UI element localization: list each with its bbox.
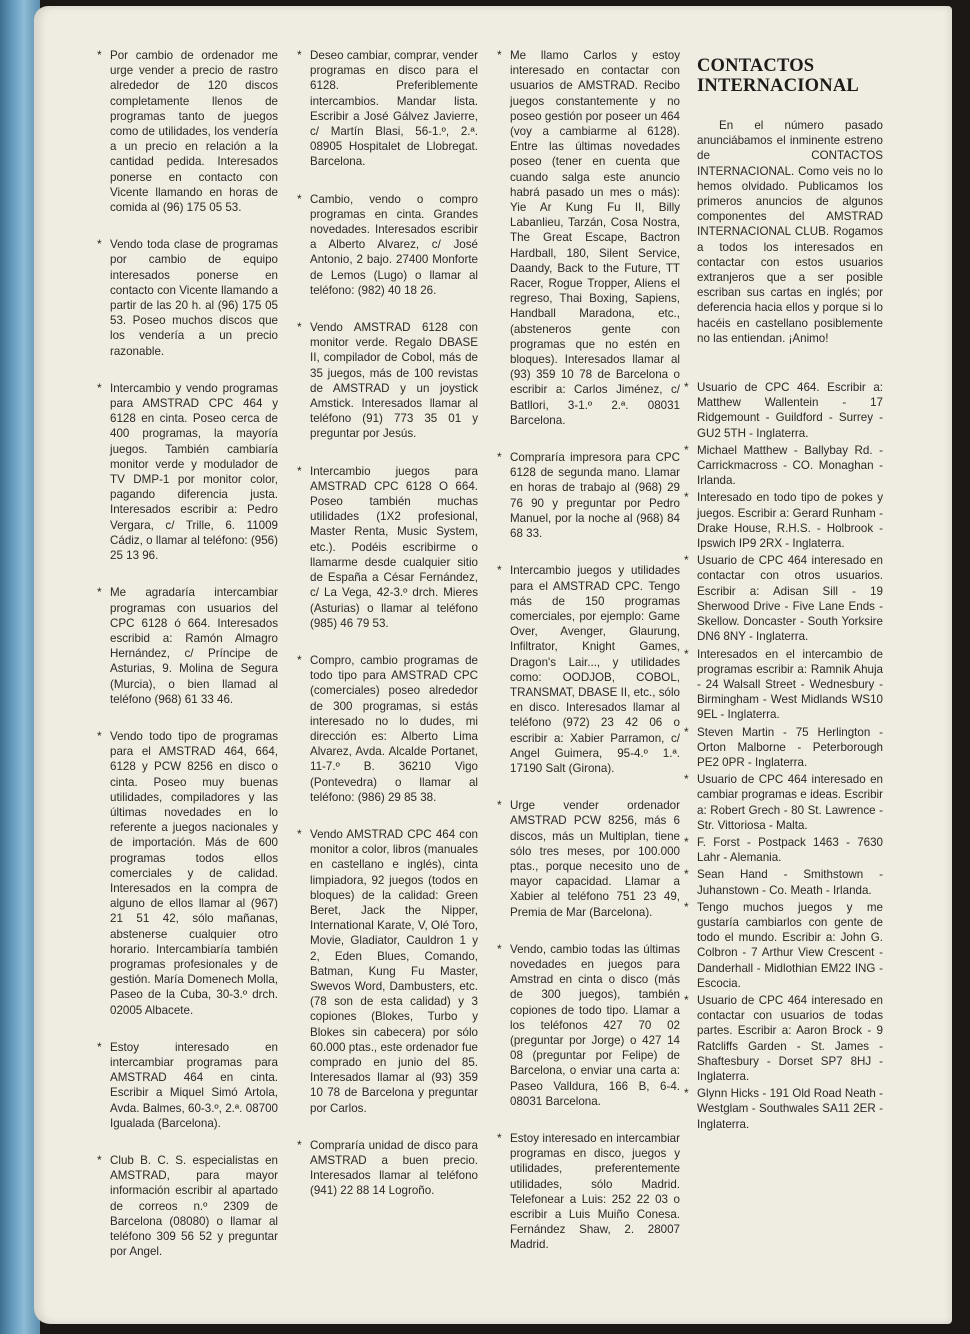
bullet-star-icon: *: [97, 1153, 102, 1167]
classified-ad: * Vendo todo tipo de programas para el AMSTRAD 464, 664, 6128 y PCW 8256 en disco o cinta. Poseo muy buenas utilidades, compiladores y las últimas novedades en lo referente a juegos nacionales y de importación. Más de 600 programas todos ellos comerciales y de calidad. Interesados en la compra de alguno de ellos llamar al (967) 21 51 42, sólo mañanas, abstenerse cualquier otro horario. Intercambiaría también programas profesionales y de gestión. María Domenech Molla, Paseo de la Cuba, 30-3.º drch. 02005 Albacete.: [97, 728, 278, 1017]
international-contacts-column: [684, 48, 883, 1134]
international-ad: * Usuario de CPC 464. Escribir a: Matthew Wallentein - 17 Ridgemount - Guildford - Surrey - GU2 5TH - Inglaterra.: [684, 380, 883, 440]
international-ad: * Usuario de CPC 464 interesado en contactar con otros usuarios. Escribir a: Adisan Sill - 19 Sherwood Drive - Five Lane Ends - Skellow. Doncaster - South Yorksire DN6 8NY - Inglaterra.: [684, 553, 883, 644]
bullet-star-icon: *: [297, 463, 302, 478]
bullet-star-icon: *: [684, 1086, 689, 1101]
bullet-star-icon: *: [297, 320, 302, 335]
classified-ad: * Compro, cambio programas de todo tipo para AMSTRAD CPC (comerciales) poseo alrededor de 300 programas, si estás interesado no lo dudes, mi dirección es: Alberto Lima Alvarez, Avda. Alcalde Portanet, 11-7.º B. 36210 Vigo (Pontevedra) o llamar al teléfono: (986) 29 85 38.: [297, 652, 478, 804]
classifieds-column-1: [97, 48, 278, 1281]
classified-ad: * Deseo cambiar, comprar, vender programas en disco para el 6128. Preferiblemente intercambios. Mandar lista. Escribir a José Gálvez Javierre, c/ Martín Blasi, 56-1.º, 2.ª. 08905 Hospitalet de Llobregat. Barcelona.: [297, 48, 478, 169]
bullet-star-icon: *: [684, 867, 689, 882]
bullet-star-icon: *: [497, 941, 502, 956]
international-ad: * F. Forst - Postpack 1463 - 7630 Lahr - Alemania.: [684, 834, 883, 865]
bullet-star-icon: *: [97, 48, 102, 62]
bullet-star-icon: *: [684, 724, 689, 739]
classified-ad: * Me llamo Carlos y estoy interesado en contactar con usuarios de AMSTRAD. Recibo juegos constantemente y no poseo gestión por poseer un 464 (voy a cambiarme al 6128). Entre las últimas novedades poseo (tener en cuenta que cuando salga este anuncio habrá pasado un mes o más): Yie Ar Kung Fu II, Billy Labanlieu, Tarzán, Cosa Nostra, The Great Escape, Bactron Hardball, 180, Silent Service, Daandy, Back to the Future, TT Racer, Rogue Tropper, Aliens el regreso, Thai Boxing, Sapiens, Handball Maradona, etc., (absteneros gente con programas que no estén en bloques). Interesados llamar al (93) 359 10 78 de Barcelona o escribir a: Carlos Jiménez, c/ Batllori, 3-1.º 2.ª. 08031 Barcelona.: [497, 48, 680, 427]
classified-ad: * Compraría unidad de disco para AMSTRAD a buen precio. Interesados llamar al teléfono (941) 22 88 14 Logroño.: [297, 1137, 478, 1198]
bullet-star-icon: *: [497, 450, 502, 465]
bullet-star-icon: *: [297, 48, 302, 62]
bullet-star-icon: *: [297, 1137, 302, 1152]
classified-ad: * Compraría impresora para CPC 6128 de segunda mano. Llamar en horas de trabajo al (968) 29 76 90 y preguntar por Pedro Manuel, por la noche al (968) 84 68 33.: [497, 450, 680, 541]
bullet-star-icon: *: [297, 652, 302, 667]
section-intro: En el número pasado anunciábamos el inminente estreno de CONTACTOS INTERNACIONAL. Como veis no lo hemos olvidado. Publicamos los primeros anuncios de algunos componentes del AMSTRAD INTERNACIONAL CLUB. Rogamos a todos los interesados en contactar con estos usuarios extranjeros que a ser posible escriban sus cartas en inglés; por deferencia hacia ellos y porque si lo hacéis en castellano posiblemente no las entiendan. ¡Animo!: [697, 119, 883, 345]
bullet-star-icon: *: [684, 646, 689, 661]
international-ad: * Usuario de CPC 464 interesado en contactar con usuarios de todas partes. Escribir a: Aaron Brock - 9 Ratcliffs Garden - St. James - Shaftesbury - Dorset SP7 8HJ - Inglaterra.: [684, 992, 883, 1083]
classified-ad: * Cambio, vendo o compro programas en cinta. Grandes novedades. Interesados escribir a Alberto Alvarez, c/ José Antonio, 2 bajo. 27400 Monforte de Lemos (Lugo) o llamar al teléfono: (982) 40 18 26.: [297, 191, 478, 297]
classified-ad: * Urge vender ordenador AMSTRAD PCW 8256, más 6 discos, más un Multiplan, tiene sólo tres meses, por 100.000 ptas., porque necesito uno de mayor capacidad. Llamar a Xabier al teléfono 751 23 49, Premia de Mar (Barcelona).: [497, 798, 680, 919]
classified-ad: * Estoy interesado en intercambiar programas en disco, juegos y utilidades, preferentemente utilidades, sólo Madrid. Telefonear a Luis: 252 22 03 o escribir a Luis Muiño Conesa. Fernández Shaw, 2. 28007 Madrid.: [497, 1131, 680, 1252]
classified-ad: * Por cambio de ordenador me urge vender a precio de rastro alrededor de 120 discos completamente llenos de programas tanto de juegos como de utilidades, los vendería a un precio en relación a la cantidad pedida. Interesados ponerse en contacto con Vicente llamando en horas de comida al (96) 175 05 53.: [97, 48, 278, 215]
international-ad: * Interesado en todo tipo de pokes y juegos. Escribir a: Gerard Runham - Drake House, R.H.S. - Holbrook - Ipswich IP9 2RX - Inglaterra.: [684, 490, 883, 551]
bullet-star-icon: *: [297, 826, 302, 841]
international-ad: * Michael Matthew - Ballybay Rd. - Carrickmacross - CO. Monaghan - Irlanda.: [684, 442, 883, 488]
international-ad: * Interesados en el intercambio de programas escribir a: Ramnik Ahuja - 24 Walsall Street - Wednesbury - Birmingham - West Midlands WS10 9EL - Inglaterra.: [684, 646, 883, 722]
bullet-star-icon: *: [684, 380, 689, 395]
bullet-star-icon: *: [97, 237, 102, 252]
bullet-star-icon: *: [684, 899, 689, 914]
international-ad: * Sean Hand - Smithstown - Juhanstown - Co. Meath - Irlanda.: [684, 867, 883, 897]
classified-ad: * Vendo, cambio todas las últimas novedades en juegos para Amstrad en cinta o disco (más de 300 juegos), también copiones de todo tipo. Llamar a los teléfonos 427 70 02 (preguntar por Jorge) o 427 14 08 (preguntar por Felipe) de Barcelona, o enviar una carta a: Paseo Valldura, 166 B, 6-4. 08031 Barcelona.: [497, 941, 680, 1108]
bullet-star-icon: *: [684, 772, 689, 787]
classified-ad: * Me agradaría intercambiar programas con usuarios del CPC 6128 ó 664. Interesados escribid a: Ramón Almagro Hernández, c/ Príncipe de Asturias, 9. Molina de Segura (Murcia), o bien llamad al teléfono (968) 61 33 46.: [97, 585, 278, 706]
bullet-star-icon: *: [97, 585, 102, 600]
classified-ad: * Intercambio juegos para AMSTRAD CPC 6128 O 664. Poseo también muchas utilidades (1X2 profesional, Master Renta, Music System, etc.). Podéis escribirme o llamarme desde cualquier sitio de España a César Fernández, c/ La Vega, 42-3.º drch. Mieres (Asturias) o llamar al teléfono (985) 46 79 53.: [297, 463, 478, 630]
bullet-star-icon: *: [97, 380, 102, 395]
classified-ad: * Club B. C. S. especialistas en AMSTRAD, para mayor información escribir al apartado de correos n.º 2309 de Barcelona (08080) o llamar al teléfono 309 56 52 y preguntar por Angel.: [97, 1153, 278, 1259]
section-heading: CONTACTOS INTERNACIONAL: [697, 56, 859, 96]
bullet-star-icon: *: [684, 490, 689, 505]
international-ad: * Tengo muchos juegos y me gustaría cambiarlos con gente de todo el mundo. Escribir a: John G. Colbron - 7 Arthur View Crescent - Danderhall - Midlothian EM22 ING - Escocia.: [684, 899, 883, 990]
bullet-star-icon: *: [97, 1039, 102, 1054]
bullet-star-icon: *: [297, 191, 302, 206]
classified-ad: * Vendo AMSTRAD CPC 464 con monitor a color, libros (manuales en castellano e inglés), cinta limpiadora, 92 juegos (todos en bloques) de la calidad: Green Beret, Jack the Nipper, International Karate, V, Olé Toro, Movie, Gladiator, Cauldron 1 y 2, Eden Blues, Comando, Batman, Kung Fu Master, Swevos Word, Dambusters, etc. (78 son de esta calidad) y 3 copiones (Blokes, Turbo y Blokes sin cabecera) por sólo 60.000 ptas., este ordenador fue comprado en junio del 85. Interesados llamar al (93) 359 10 78 de Barcelona y preguntar por Carlos.: [297, 826, 478, 1115]
bullet-star-icon: *: [497, 798, 502, 813]
bullet-star-icon: *: [497, 563, 502, 578]
bullet-star-icon: *: [684, 553, 689, 568]
classified-ad: * Vendo AMSTRAD 6128 con monitor verde. Regalo DBASE II, compilador de Cobol, más de 35 juegos, más de 100 revistas de AMSTRAD y un joystick Amstick. Interesados llamar al teléfono (91) 773 35 01 y preguntar por Jesús.: [297, 320, 478, 441]
international-ad: * Usuario de CPC 464 interesado en cambiar programas e ideas. Escribir a: Robert Grech - 80 St. Lawrence - Str. Vittoriosa - Malta.: [684, 772, 883, 832]
bullet-star-icon: *: [97, 728, 102, 743]
classified-ad: * Vendo toda clase de programas por cambio de equipo interesados ponerse en contacto con Vicente llamando a partir de las 20 h. al (96) 175 05 53. Poseo muchos discos que los vendería a un precio razonable.: [97, 237, 278, 358]
international-ad: * Glynn Hicks - 191 Old Road Neath - Westglam - Southwales SA11 2ER - Inglaterra.: [684, 1086, 883, 1131]
international-ad: * Steven Martin - 75 Herlington - Orton Malborne - Peterborough PE2 0PR - Inglaterra.: [684, 724, 883, 769]
classifieds-column-2: [297, 48, 478, 1221]
classified-ad: * Estoy interesado en intercambiar programas para AMSTRAD 464 en cinta. Escribir a Miquel Simó Artola, Avda. Balmes, 60-3.º, 2.ª. 08700 Igualada (Barcelona).: [97, 1039, 278, 1130]
classified-ad: * Intercambio y vendo programas para AMSTRAD CPC 464 y 6128 en cinta. Poseo cerca de 400 programas, la mayoría juegos. También cambiaría monitor verde y modulador de TV DMP-1 por monitor color, pagando diferencia justa. Interesados escribir a: Pedro Vergara, c/ Trille, 6. 11009 Cádiz, o llamar al teléfono: (956) 25 13 96.: [97, 380, 278, 563]
bullet-star-icon: *: [684, 442, 689, 457]
bullet-star-icon: *: [684, 834, 689, 849]
bullet-star-icon: *: [497, 1131, 502, 1145]
bullet-star-icon: *: [684, 992, 689, 1007]
bullet-star-icon: *: [497, 48, 502, 62]
classifieds-column-3: [497, 48, 680, 1275]
classified-ad: * Intercambio juegos y utilidades para el AMSTRAD CPC. Tengo más de 150 programas comerciales, por ejemplo: Game Over, Avenger, Glaurung, Infiltrator, Knight Games, Dragon's Lair..., y utilidades como: OODJOB, COBOL, TRANSMAT, DBASE II, etc., sólo en disco. Interesados llamar al teléfono (972) 23 42 06 o escribir a: Xabier Parramon, c/ Angel Guimera, 95-4.º 1.ª. 17190 Salt (Girona).: [497, 563, 680, 775]
